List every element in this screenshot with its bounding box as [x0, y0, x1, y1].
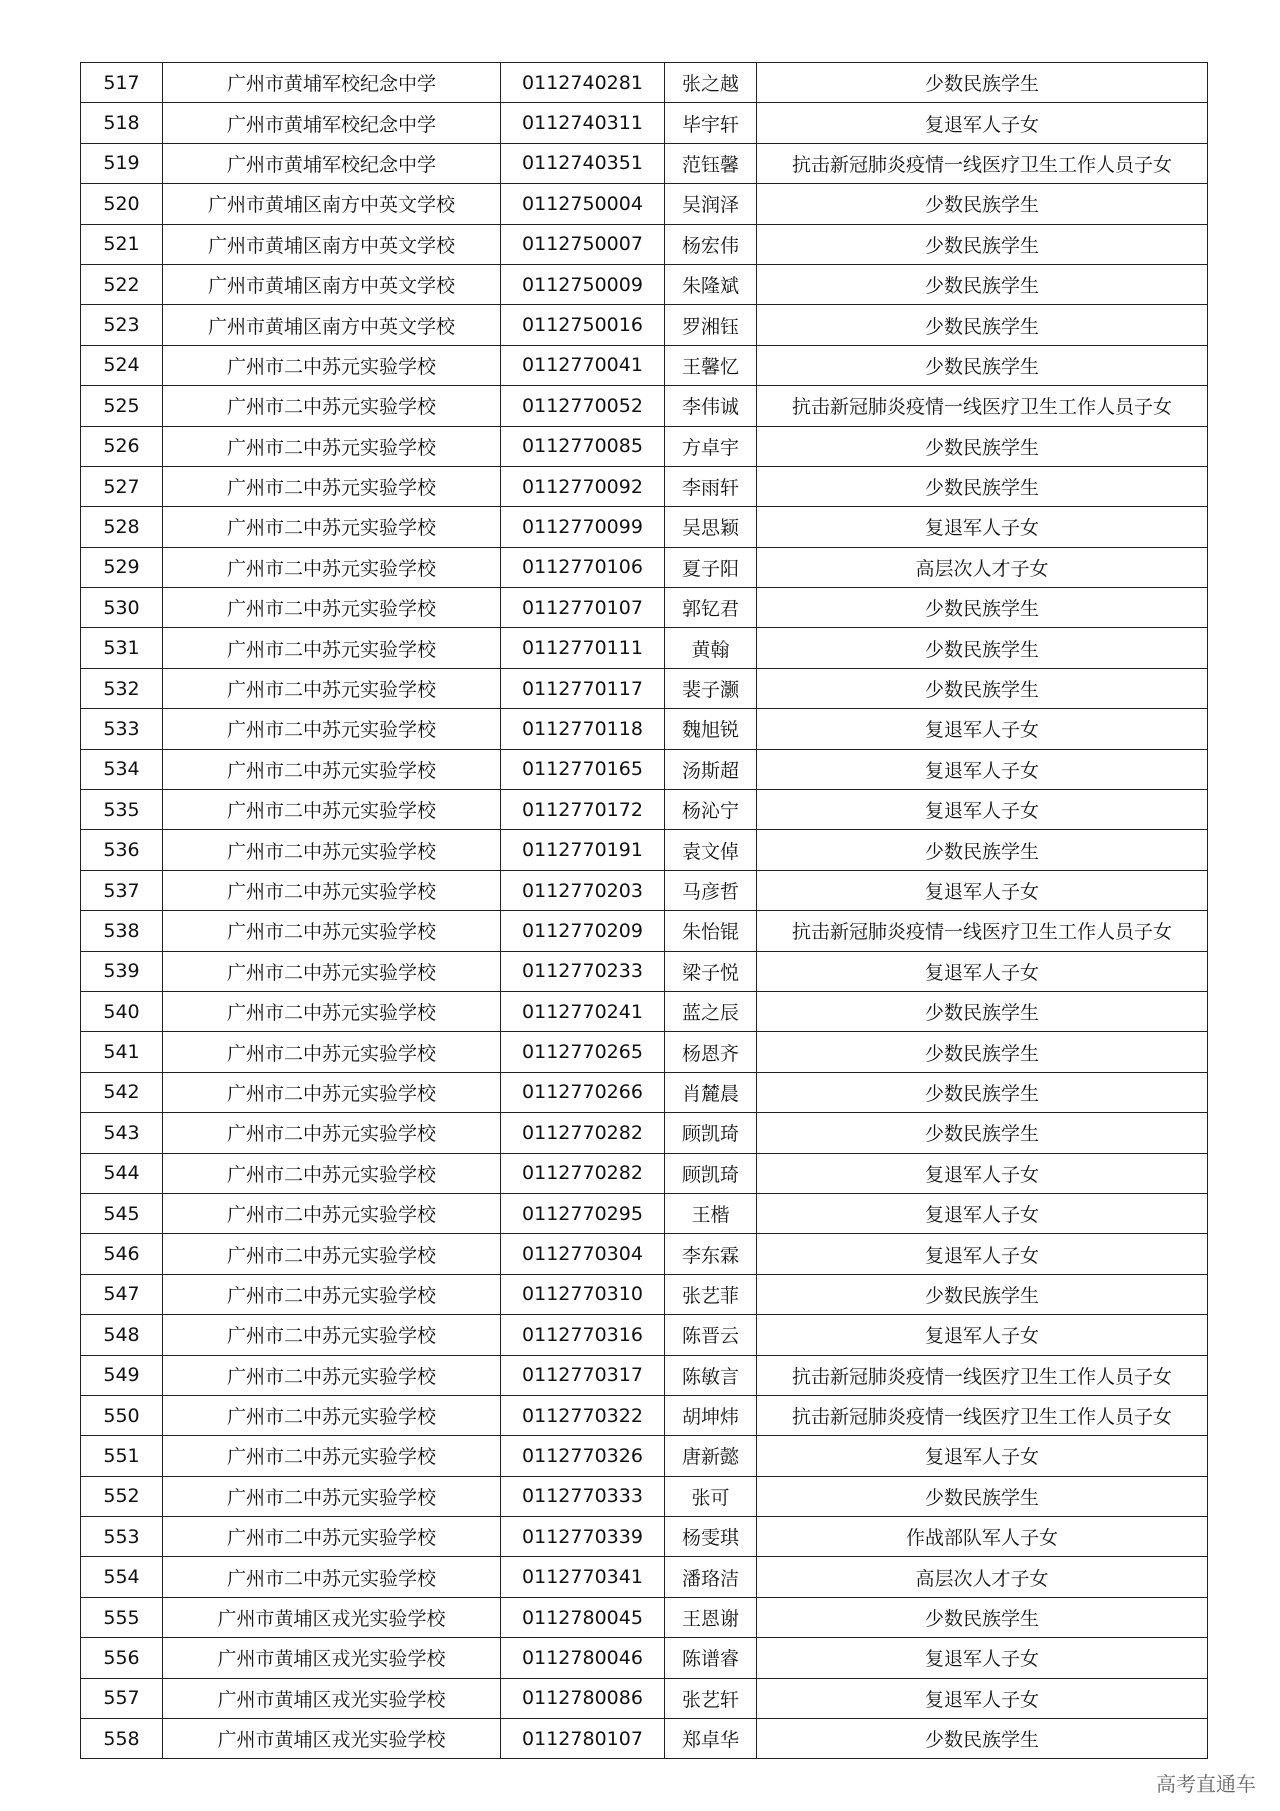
category-cell: 抗击新冠肺炎疫情一线医疗卫生工作人员子女: [757, 386, 1208, 426]
student-name-cell: 朱怡锟: [665, 911, 757, 951]
serial-number-cell: 541: [81, 1032, 163, 1072]
table-row: [81, 1517, 1208, 1557]
table-row: [81, 1193, 1208, 1233]
category-cell: 少数民族学生: [757, 466, 1208, 506]
table-row: [81, 1072, 1208, 1112]
student-name-cell: 魏旭锐: [665, 709, 757, 749]
exam-id-cell: 0112770265: [501, 1032, 665, 1072]
school-name-cell: 广州市二中苏元实验学校: [163, 1557, 501, 1597]
student-name-cell: 杨恩齐: [665, 1032, 757, 1072]
category-cell: 作战部队军人子女: [757, 1517, 1208, 1557]
serial-number-cell: 539: [81, 951, 163, 991]
school-name-cell: 广州市二中苏元实验学校: [163, 1355, 501, 1395]
exam-id-cell: 0112780046: [501, 1638, 665, 1678]
category-cell: 少数民族学生: [757, 588, 1208, 628]
serial-number-cell: 550: [81, 1395, 163, 1435]
student-name-cell: 范钰馨: [665, 143, 757, 183]
exam-id-cell: 0112770117: [501, 668, 665, 708]
school-name-cell: 广州市二中苏元实验学校: [163, 547, 501, 587]
student-name-cell: 马彦哲: [665, 870, 757, 910]
student-name-cell: 唐新懿: [665, 1436, 757, 1476]
exam-id-cell: 0112770099: [501, 507, 665, 547]
serial-number-cell: 517: [81, 63, 163, 103]
exam-id-cell: 0112770339: [501, 1517, 665, 1557]
table-row: [81, 305, 1208, 345]
student-name-cell: 陈晋云: [665, 1315, 757, 1355]
student-name-cell: 顾凯琦: [665, 1113, 757, 1153]
category-cell: 少数民族学生: [757, 668, 1208, 708]
table-row: [81, 1557, 1208, 1597]
table-row: [81, 830, 1208, 870]
table-row: [81, 1274, 1208, 1314]
serial-number-cell: 557: [81, 1678, 163, 1718]
exam-id-cell: 0112770333: [501, 1476, 665, 1516]
table-row: [81, 466, 1208, 506]
exam-id-cell: 0112770172: [501, 790, 665, 830]
student-name-cell: 袁文倬: [665, 830, 757, 870]
student-name-cell: 李东霖: [665, 1234, 757, 1274]
serial-number-cell: 519: [81, 143, 163, 183]
student-name-cell: 张可: [665, 1476, 757, 1516]
student-name-cell: 张艺轩: [665, 1678, 757, 1718]
student-name-cell: 潘珞洁: [665, 1557, 757, 1597]
table-row: [81, 345, 1208, 385]
serial-number-cell: 535: [81, 790, 163, 830]
student-name-cell: 杨沁宁: [665, 790, 757, 830]
student-name-cell: 杨雯琪: [665, 1517, 757, 1557]
category-cell: 少数民族学生: [757, 1274, 1208, 1314]
serial-number-cell: 558: [81, 1719, 163, 1759]
school-name-cell: 广州市二中苏元实验学校: [163, 386, 501, 426]
school-name-cell: 广州市二中苏元实验学校: [163, 345, 501, 385]
category-cell: 少数民族学生: [757, 184, 1208, 224]
exam-id-cell: 0112770295: [501, 1193, 665, 1233]
school-name-cell: 广州市二中苏元实验学校: [163, 911, 501, 951]
category-cell: 抗击新冠肺炎疫情一线医疗卫生工作人员子女: [757, 911, 1208, 951]
exam-id-cell: 0112750016: [501, 305, 665, 345]
category-cell: 少数民族学生: [757, 628, 1208, 668]
exam-id-cell: 0112770165: [501, 749, 665, 789]
category-cell: 少数民族学生: [757, 1597, 1208, 1637]
category-cell: 复退军人子女: [757, 951, 1208, 991]
school-name-cell: 广州市黄埔区戎光实验学校: [163, 1719, 501, 1759]
exam-id-cell: 0112740281: [501, 63, 665, 103]
category-cell: 复退军人子女: [757, 749, 1208, 789]
table-row: [81, 63, 1208, 103]
category-cell: 少数民族学生: [757, 224, 1208, 264]
serial-number-cell: 533: [81, 709, 163, 749]
serial-number-cell: 555: [81, 1597, 163, 1637]
exam-id-cell: 0112770326: [501, 1436, 665, 1476]
document-sheet: [80, 62, 1207, 1759]
category-cell: 复退军人子女: [757, 1153, 1208, 1193]
admission-list-table: [80, 62, 1208, 1759]
serial-number-cell: 551: [81, 1436, 163, 1476]
category-cell: 复退军人子女: [757, 1678, 1208, 1718]
exam-id-cell: 0112770282: [501, 1153, 665, 1193]
serial-number-cell: 538: [81, 911, 163, 951]
student-name-cell: 王恩谢: [665, 1597, 757, 1637]
table-row: [81, 1678, 1208, 1718]
student-name-cell: 郭钇君: [665, 588, 757, 628]
exam-id-cell: 0112770233: [501, 951, 665, 991]
table-row: [81, 547, 1208, 587]
category-cell: 抗击新冠肺炎疫情一线医疗卫生工作人员子女: [757, 1395, 1208, 1435]
exam-id-cell: 0112770203: [501, 870, 665, 910]
school-name-cell: 广州市二中苏元实验学校: [163, 1153, 501, 1193]
exam-id-cell: 0112770052: [501, 386, 665, 426]
table-row: [81, 790, 1208, 830]
exam-id-cell: 0112770209: [501, 911, 665, 951]
serial-number-cell: 549: [81, 1355, 163, 1395]
school-name-cell: 广州市黄埔军校纪念中学: [163, 143, 501, 183]
exam-id-cell: 0112770092: [501, 466, 665, 506]
student-name-cell: 夏子阳: [665, 547, 757, 587]
school-name-cell: 广州市黄埔区戎光实验学校: [163, 1678, 501, 1718]
school-name-cell: 广州市黄埔军校纪念中学: [163, 103, 501, 143]
student-name-cell: 李伟诚: [665, 386, 757, 426]
table-row: [81, 1436, 1208, 1476]
serial-number-cell: 537: [81, 870, 163, 910]
exam-id-cell: 0112770317: [501, 1355, 665, 1395]
serial-number-cell: 531: [81, 628, 163, 668]
student-name-cell: 陈谱睿: [665, 1638, 757, 1678]
category-cell: 高层次人才子女: [757, 1557, 1208, 1597]
exam-id-cell: 0112770341: [501, 1557, 665, 1597]
school-name-cell: 广州市黄埔区南方中英文学校: [163, 305, 501, 345]
school-name-cell: 广州市二中苏元实验学校: [163, 991, 501, 1031]
exam-id-cell: 0112770111: [501, 628, 665, 668]
school-name-cell: 广州市二中苏元实验学校: [163, 1072, 501, 1112]
exam-id-cell: 0112770282: [501, 1113, 665, 1153]
table-row: [81, 1234, 1208, 1274]
table-row: [81, 1355, 1208, 1395]
exam-id-cell: 0112770310: [501, 1274, 665, 1314]
student-name-cell: 张艺菲: [665, 1274, 757, 1314]
serial-number-cell: 523: [81, 305, 163, 345]
school-name-cell: 广州市二中苏元实验学校: [163, 830, 501, 870]
serial-number-cell: 521: [81, 224, 163, 264]
student-name-cell: 裴子灏: [665, 668, 757, 708]
serial-number-cell: 528: [81, 507, 163, 547]
category-cell: 复退军人子女: [757, 1638, 1208, 1678]
category-cell: 复退军人子女: [757, 790, 1208, 830]
school-name-cell: 广州市二中苏元实验学校: [163, 709, 501, 749]
student-name-cell: 王楷: [665, 1193, 757, 1233]
student-name-cell: 杨宏伟: [665, 224, 757, 264]
school-name-cell: 广州市二中苏元实验学校: [163, 790, 501, 830]
watermark: 高考直通车: [1156, 1772, 1256, 1796]
serial-number-cell: 552: [81, 1476, 163, 1516]
serial-number-cell: 553: [81, 1517, 163, 1557]
school-name-cell: 广州市黄埔区南方中英文学校: [163, 184, 501, 224]
table-row: [81, 628, 1208, 668]
category-cell: 少数民族学生: [757, 991, 1208, 1031]
serial-number-cell: 520: [81, 184, 163, 224]
school-name-cell: 广州市黄埔区戎光实验学校: [163, 1597, 501, 1637]
exam-id-cell: 0112750004: [501, 184, 665, 224]
table-row: [81, 668, 1208, 708]
serial-number-cell: 532: [81, 668, 163, 708]
school-name-cell: 广州市黄埔区戎光实验学校: [163, 1638, 501, 1678]
school-name-cell: 广州市黄埔军校纪念中学: [163, 63, 501, 103]
student-name-cell: 胡坤炜: [665, 1395, 757, 1435]
serial-number-cell: 526: [81, 426, 163, 466]
table-body: [81, 63, 1208, 1759]
table-row: [81, 991, 1208, 1031]
exam-id-cell: 0112770106: [501, 547, 665, 587]
table-row: [81, 1113, 1208, 1153]
student-name-cell: 黄翰: [665, 628, 757, 668]
serial-number-cell: 554: [81, 1557, 163, 1597]
serial-number-cell: 524: [81, 345, 163, 385]
school-name-cell: 广州市二中苏元实验学校: [163, 466, 501, 506]
serial-number-cell: 546: [81, 1234, 163, 1274]
category-cell: 少数民族学生: [757, 1032, 1208, 1072]
category-cell: 复退军人子女: [757, 1193, 1208, 1233]
table-row: [81, 1153, 1208, 1193]
category-cell: 少数民族学生: [757, 264, 1208, 304]
table-row: [81, 1476, 1208, 1516]
table-row: [81, 588, 1208, 628]
school-name-cell: 广州市二中苏元实验学校: [163, 1395, 501, 1435]
student-name-cell: 方卓宇: [665, 426, 757, 466]
table-row: [81, 951, 1208, 991]
table-row: [81, 184, 1208, 224]
serial-number-cell: 530: [81, 588, 163, 628]
serial-number-cell: 544: [81, 1153, 163, 1193]
school-name-cell: 广州市二中苏元实验学校: [163, 1315, 501, 1355]
student-name-cell: 王馨忆: [665, 345, 757, 385]
student-name-cell: 罗湘钰: [665, 305, 757, 345]
school-name-cell: 广州市二中苏元实验学校: [163, 1234, 501, 1274]
table-row: [81, 264, 1208, 304]
category-cell: 少数民族学生: [757, 305, 1208, 345]
exam-id-cell: 0112770322: [501, 1395, 665, 1435]
table-row: [81, 1032, 1208, 1072]
exam-id-cell: 0112770191: [501, 830, 665, 870]
student-name-cell: 蓝之辰: [665, 991, 757, 1031]
serial-number-cell: 536: [81, 830, 163, 870]
serial-number-cell: 543: [81, 1113, 163, 1153]
student-name-cell: 张之越: [665, 63, 757, 103]
serial-number-cell: 522: [81, 264, 163, 304]
exam-id-cell: 0112770266: [501, 1072, 665, 1112]
school-name-cell: 广州市二中苏元实验学校: [163, 628, 501, 668]
student-name-cell: 毕宇轩: [665, 103, 757, 143]
exam-id-cell: 0112740311: [501, 103, 665, 143]
student-name-cell: 陈敏言: [665, 1355, 757, 1395]
student-name-cell: 朱隆斌: [665, 264, 757, 304]
table-row: [81, 749, 1208, 789]
serial-number-cell: 518: [81, 103, 163, 143]
exam-id-cell: 0112770041: [501, 345, 665, 385]
category-cell: 复退军人子女: [757, 1315, 1208, 1355]
student-name-cell: 李雨轩: [665, 466, 757, 506]
table-row: [81, 386, 1208, 426]
table-row: [81, 143, 1208, 183]
table-row: [81, 426, 1208, 466]
serial-number-cell: 542: [81, 1072, 163, 1112]
serial-number-cell: 556: [81, 1638, 163, 1678]
table-row: [81, 224, 1208, 264]
exam-id-cell: 0112770316: [501, 1315, 665, 1355]
school-name-cell: 广州市二中苏元实验学校: [163, 870, 501, 910]
table-row: [81, 1395, 1208, 1435]
serial-number-cell: 534: [81, 749, 163, 789]
exam-id-cell: 0112780107: [501, 1719, 665, 1759]
category-cell: 少数民族学生: [757, 1476, 1208, 1516]
exam-id-cell: 0112770107: [501, 588, 665, 628]
school-name-cell: 广州市二中苏元实验学校: [163, 1436, 501, 1476]
table-row: [81, 1597, 1208, 1637]
serial-number-cell: 527: [81, 466, 163, 506]
serial-number-cell: 548: [81, 1315, 163, 1355]
school-name-cell: 广州市二中苏元实验学校: [163, 1032, 501, 1072]
exam-id-cell: 0112780045: [501, 1597, 665, 1637]
school-name-cell: 广州市二中苏元实验学校: [163, 426, 501, 466]
serial-number-cell: 525: [81, 386, 163, 426]
category-cell: 抗击新冠肺炎疫情一线医疗卫生工作人员子女: [757, 143, 1208, 183]
table-row: [81, 1719, 1208, 1759]
student-name-cell: 郑卓华: [665, 1719, 757, 1759]
category-cell: 复退军人子女: [757, 507, 1208, 547]
school-name-cell: 广州市二中苏元实验学校: [163, 1193, 501, 1233]
exam-id-cell: 0112780086: [501, 1678, 665, 1718]
student-name-cell: 梁子悦: [665, 951, 757, 991]
category-cell: 少数民族学生: [757, 830, 1208, 870]
school-name-cell: 广州市二中苏元实验学校: [163, 668, 501, 708]
table-row: [81, 1638, 1208, 1678]
category-cell: 少数民族学生: [757, 1072, 1208, 1112]
category-cell: 复退军人子女: [757, 870, 1208, 910]
serial-number-cell: 545: [81, 1193, 163, 1233]
school-name-cell: 广州市二中苏元实验学校: [163, 749, 501, 789]
category-cell: 复退军人子女: [757, 103, 1208, 143]
serial-number-cell: 529: [81, 547, 163, 587]
table-row: [81, 103, 1208, 143]
student-name-cell: 吴润泽: [665, 184, 757, 224]
table-row: [81, 911, 1208, 951]
category-cell: 复退军人子女: [757, 709, 1208, 749]
category-cell: 复退军人子女: [757, 1234, 1208, 1274]
category-cell: 少数民族学生: [757, 63, 1208, 103]
exam-id-cell: 0112770241: [501, 991, 665, 1031]
student-name-cell: 肖麓晨: [665, 1072, 757, 1112]
exam-id-cell: 0112750007: [501, 224, 665, 264]
table-row: [81, 870, 1208, 910]
table-row: [81, 709, 1208, 749]
exam-id-cell: 0112770304: [501, 1234, 665, 1274]
exam-id-cell: 0112740351: [501, 143, 665, 183]
school-name-cell: 广州市二中苏元实验学校: [163, 507, 501, 547]
category-cell: 抗击新冠肺炎疫情一线医疗卫生工作人员子女: [757, 1355, 1208, 1395]
school-name-cell: 广州市二中苏元实验学校: [163, 1274, 501, 1314]
category-cell: 少数民族学生: [757, 1719, 1208, 1759]
exam-id-cell: 0112770085: [501, 426, 665, 466]
serial-number-cell: 547: [81, 1274, 163, 1314]
student-name-cell: 吴思颖: [665, 507, 757, 547]
category-cell: 少数民族学生: [757, 1113, 1208, 1153]
table-row: [81, 1315, 1208, 1355]
serial-number-cell: 540: [81, 991, 163, 1031]
school-name-cell: 广州市黄埔区南方中英文学校: [163, 264, 501, 304]
school-name-cell: 广州市二中苏元实验学校: [163, 951, 501, 991]
exam-id-cell: 0112770118: [501, 709, 665, 749]
school-name-cell: 广州市二中苏元实验学校: [163, 1517, 501, 1557]
category-cell: 少数民族学生: [757, 426, 1208, 466]
student-name-cell: 顾凯琦: [665, 1153, 757, 1193]
exam-id-cell: 0112750009: [501, 264, 665, 304]
table-row: [81, 507, 1208, 547]
school-name-cell: 广州市黄埔区南方中英文学校: [163, 224, 501, 264]
school-name-cell: 广州市二中苏元实验学校: [163, 588, 501, 628]
category-cell: 高层次人才子女: [757, 547, 1208, 587]
school-name-cell: 广州市二中苏元实验学校: [163, 1476, 501, 1516]
category-cell: 复退军人子女: [757, 1436, 1208, 1476]
category-cell: 少数民族学生: [757, 345, 1208, 385]
school-name-cell: 广州市二中苏元实验学校: [163, 1113, 501, 1153]
student-name-cell: 汤斯超: [665, 749, 757, 789]
